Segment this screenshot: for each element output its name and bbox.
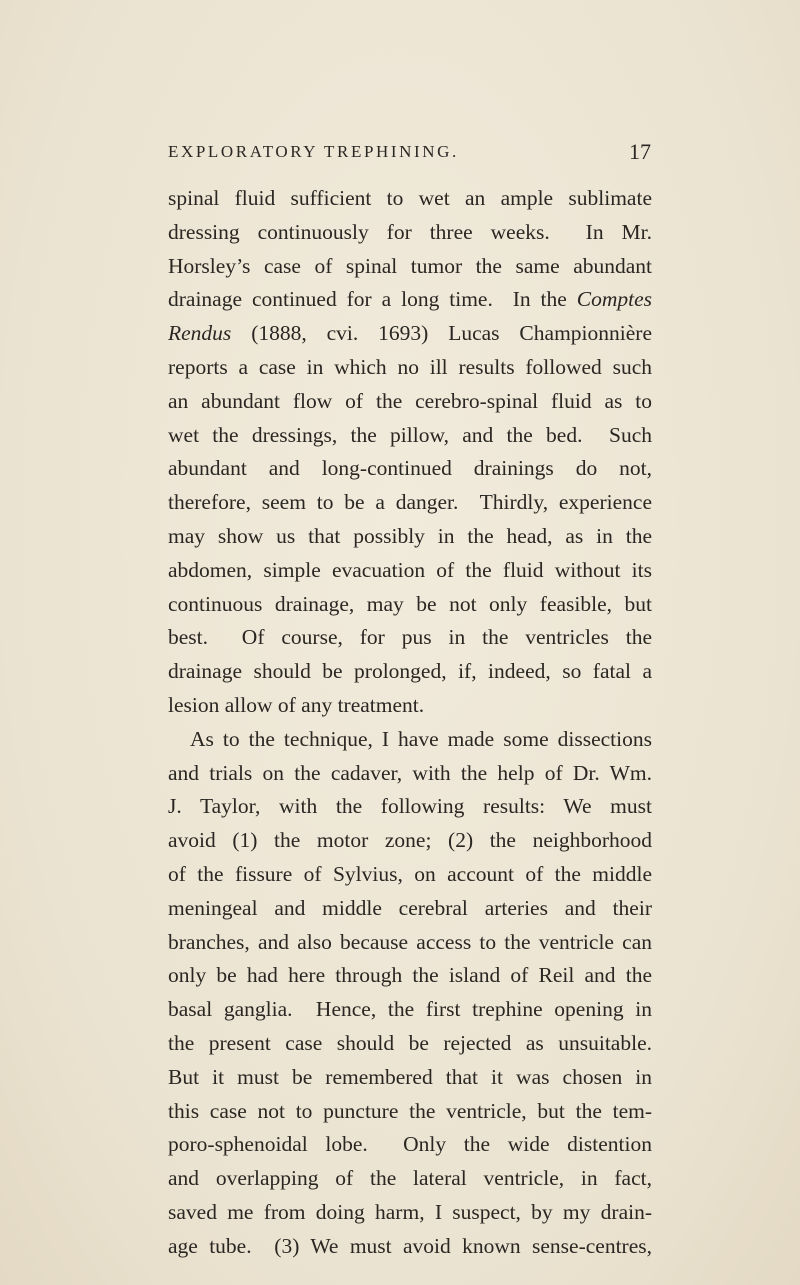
text-line [168,993,652,1027]
text-segment: drainage continued for a long time. In the [168,287,577,312]
italic-text: Rendus [168,321,232,346]
italic-text: Comptes [576,287,652,312]
text-line [168,351,652,385]
text-line [168,216,652,250]
text-line [168,892,652,926]
text-segment: therefore, seem to be a danger. Thirdly, experience [168,490,652,515]
text-segment: reports a case in which no ill results followed such [168,354,652,379]
text-segment: As to the technique, I have made some dissections [190,726,652,751]
running-title: EXPLORATORY TREPHINING. [168,142,459,161]
text-line [168,1196,652,1230]
text-segment: only be had here through the island of Reil and the [168,963,652,988]
text-line [168,1128,652,1162]
text-line [168,283,652,317]
text-line [168,757,652,791]
text-segment: best. Of course, for pus in the ventricles the [168,625,652,650]
text-segment: lesion allow of any treatment. [168,692,425,717]
text-line [168,452,652,486]
text-line [168,182,652,216]
text-line [168,689,652,723]
text-line [168,723,652,757]
text-segment: an abundant flow of the cerebro-spinal fluid as to [168,388,652,413]
text-segment: branches, and also because access to the ventricle can [168,929,652,954]
text-segment: Horsley’s case of spinal tumor the same abundant [168,253,652,278]
text-segment: abdomen, simple evacuation of the fluid without its [168,557,652,582]
text-line [168,486,652,520]
text-line [168,1095,652,1129]
text-segment: saved me from doing harm, I suspect, by my drain- [168,1199,652,1224]
text-line [168,250,652,284]
text-segment: abundant and long-continued drainings do not, [168,456,652,481]
text-line [168,1027,652,1061]
text-line [168,554,652,588]
body-text [168,182,652,1264]
page-number: 17 [629,139,651,164]
text-line [168,621,652,655]
text-segment: the present case should be rejected as unsuitable. [168,1030,652,1055]
text-line [168,520,652,554]
text-segment: basal ganglia. Hence, the first trephine opening in [168,997,652,1022]
text-line [168,317,652,351]
text-segment: spinal fluid sufficient to wet an ample sublimate [168,186,652,210]
text-segment: avoid (1) the motor zone; (2) the neighborhood [168,828,652,853]
text-line [168,1230,652,1264]
text-line [168,1162,652,1196]
text-line [168,926,652,960]
text-line [168,858,652,892]
text-segment: and overlapping of the lateral ventricle, in fact, [168,1166,652,1191]
text-segment: meningeal and middle cerebral arteries and their [168,895,652,920]
text-line [168,588,652,622]
text-line [168,385,652,419]
text-segment: dressing continuously for three weeks. In Mr. [168,219,652,244]
text-segment: continuous drainage, may be not only feasible, but [168,591,652,616]
text-segment: (1888, cvi. 1693) Lucas Championnière [231,321,652,346]
text-line [168,1061,652,1095]
text-segment: may show us that possibly in the head, as in the [168,523,652,548]
text-segment: drainage should be prolonged, if, indeed, so fatal a [168,659,652,684]
text-line [168,655,652,689]
running-head [168,139,651,172]
text-line [168,419,652,453]
text-line [168,824,652,858]
text-segment: wet the dressings, the pillow, and the bed. Such [168,422,652,447]
text-line [168,959,652,993]
text-segment: age tube. (3) We must avoid known sense-centres, [168,1233,652,1258]
text-segment: this case not to puncture the ventricle, but the tem- [168,1098,652,1123]
text-segment: poro-sphenoidal lobe. Only the wide distention [168,1132,652,1157]
text-segment: J. Taylor, with the following results: We must [168,794,652,819]
text-line [168,790,652,824]
text-segment: But it must be remembered that it was chosen in [168,1064,652,1089]
text-segment: of the fissure of Sylvius, on account of the middle [168,861,652,886]
text-segment: and trials on the cadaver, with the help of Dr. Wm. [168,760,652,785]
